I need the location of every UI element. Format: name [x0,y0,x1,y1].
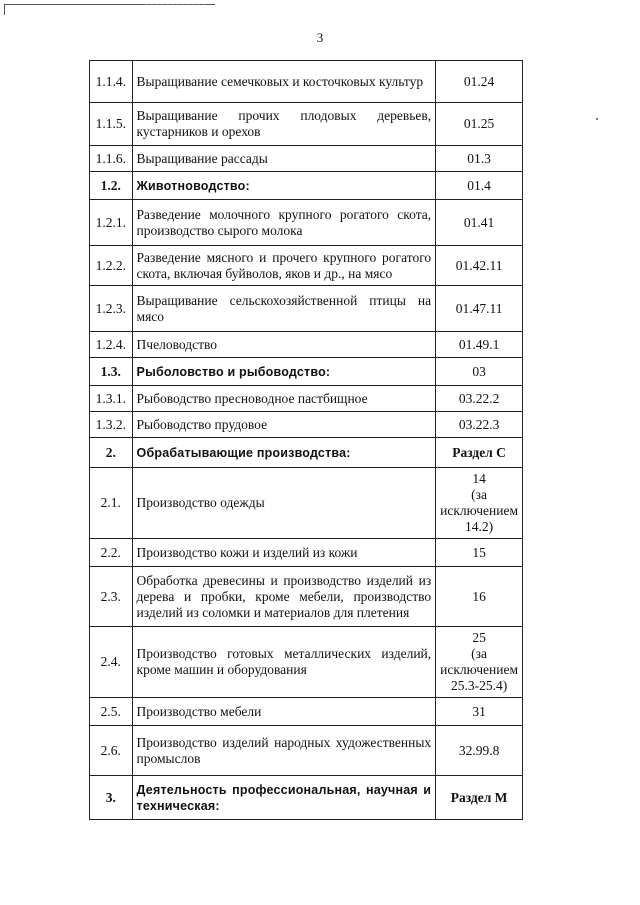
row-name: Деятельность профессиональная, научная и техническая: [132,776,436,820]
table-row [90,726,523,776]
row-number: 1.1.5. [90,103,133,146]
row-code: Раздел С [436,438,523,468]
table-row [90,468,523,539]
row-number: 1.3.2. [90,412,133,438]
page-number: 3 [316,30,324,45]
row-name: Разведение мясного и прочего крупного рогатого скота, включая буйволов, яков и др., на мясо [132,246,436,286]
row-number: 1.1.6. [90,146,133,172]
row-name: Выращивание семечковых и косточковых культур [132,61,436,103]
row-name: Производство кожи и изделий из кожи [132,539,436,567]
row-name: Выращивание сельскохозяйственной птицы на мясо [132,286,436,332]
row-number: 2. [90,438,133,468]
row-name: Производство мебели [132,698,436,726]
table-row [90,412,523,438]
table-row [90,200,523,246]
table-row [90,332,523,358]
row-code: 03 [436,358,523,386]
row-number: 2.1. [90,468,133,539]
row-name: Выращивание рассады [132,146,436,172]
row-code-note: (за исключением 25.3-25.4) [440,646,519,693]
row-number: 1.2.4. [90,332,133,358]
table-row [90,103,523,146]
row-name: Производство готовых металлических изделий, кроме машин и оборудования [132,627,436,698]
table-row [90,286,523,332]
section-row [90,776,523,820]
row-code: 15 [436,539,523,567]
table-row [90,246,523,286]
section-row [90,172,523,200]
row-name: Пчеловодство [132,332,436,358]
table-row [90,146,523,172]
section-row [90,358,523,386]
row-name: Рыболовство и рыбоводство: [132,358,436,386]
row-name: Рыбоводство пресноводное пастбищное [132,386,436,412]
row-name: Обрабатывающие производства: [132,438,436,468]
table-row [90,567,523,627]
scan-speck [596,118,598,120]
row-name: Разведение молочного крупного рогатого скота, производство сырого молока [132,200,436,246]
table-row [90,627,523,698]
row-number: 3. [90,776,133,820]
row-number: 1.2.3. [90,286,133,332]
row-code: Раздел М [436,776,523,820]
row-code-cell [436,468,523,539]
row-number: 1.3.1. [90,386,133,412]
row-number: 2.5. [90,698,133,726]
row-name: Производство одежды [132,468,436,539]
row-name: Производство изделий народных художественных промыслов [132,726,436,776]
row-name: Рыбоводство прудовое [132,412,436,438]
scan-corner-mark [4,4,215,15]
row-code: 01.25 [436,103,523,146]
activity-codes-table [89,60,523,820]
table-row [90,539,523,567]
row-number: 1.3. [90,358,133,386]
row-code-cell [436,627,523,698]
row-code: 14 [472,471,486,486]
row-code: 01.3 [436,146,523,172]
table-row [90,386,523,412]
row-code: 31 [436,698,523,726]
row-number: 1.2.1. [90,200,133,246]
table-row [90,61,523,103]
row-name: Обработка древесины и производство изделий из дерева и пробки, кроме мебели, производство изделий из соломки и материалов для плетения [132,567,436,627]
row-code: 01.24 [436,61,523,103]
row-number: 2.2. [90,539,133,567]
row-code: 01.47.11 [436,286,523,332]
row-code: 32.99.8 [436,726,523,776]
row-code: 03.22.3 [436,412,523,438]
row-code: 01.41 [436,200,523,246]
row-code: 16 [436,567,523,627]
section-row [90,438,523,468]
table-row [90,698,523,726]
row-name: Животноводство: [132,172,436,200]
row-name: Выращивание прочих плодовых деревьев, кустарников и орехов [132,103,436,146]
row-code: 03.22.2 [436,386,523,412]
row-number: 2.4. [90,627,133,698]
row-code: 01.4 [436,172,523,200]
row-code: 01.49.1 [436,332,523,358]
row-number: 1.2. [90,172,133,200]
row-number: 1.1.4. [90,61,133,103]
row-number: 1.2.2. [90,246,133,286]
row-code-note: (за исключением 14.2) [440,487,519,534]
row-number: 2.3. [90,567,133,627]
row-code: 01.42.11 [436,246,523,286]
row-code: 25 [472,630,486,645]
row-number: 2.6. [90,726,133,776]
